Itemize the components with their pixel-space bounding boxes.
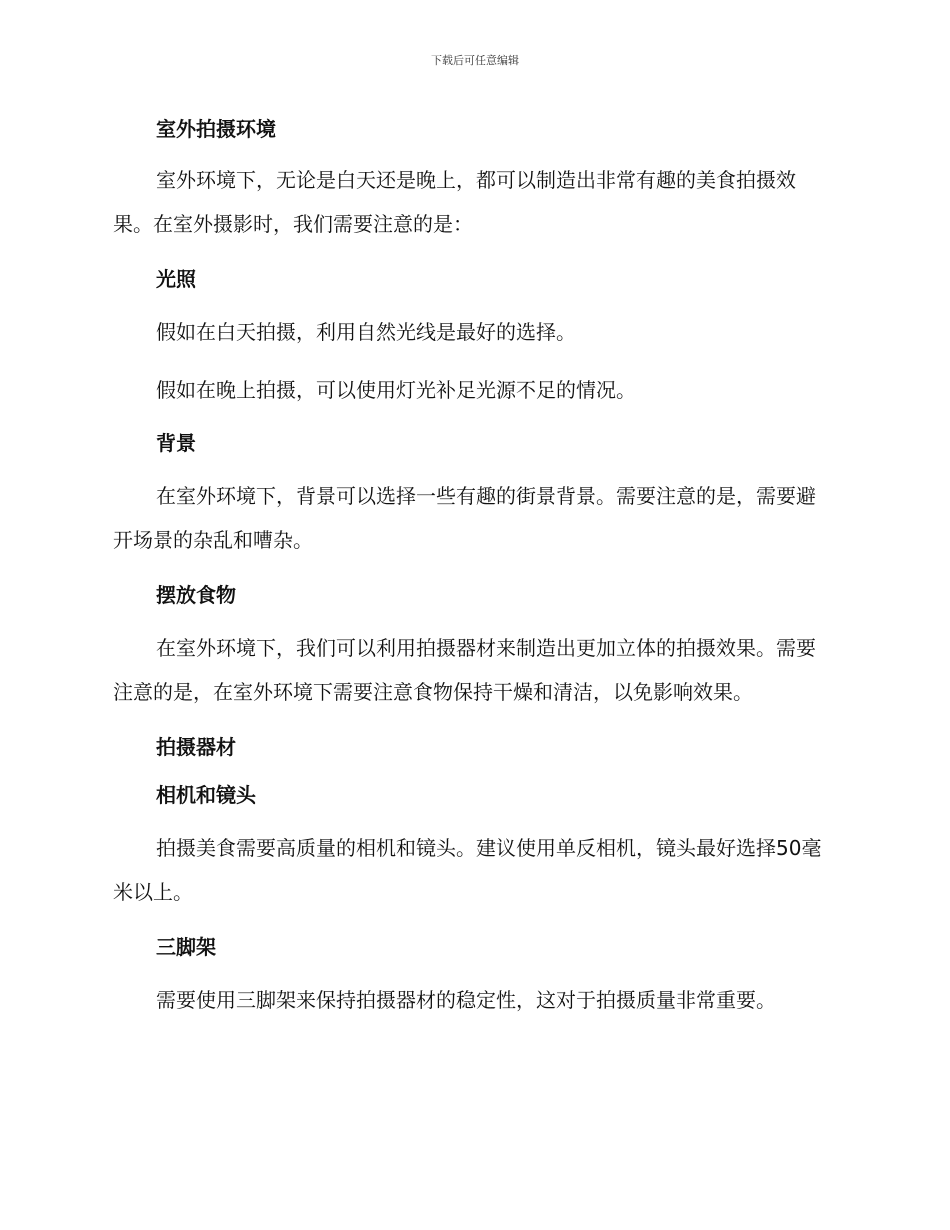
paragraph-camera-lens: 拍摄美食需要高质量的相机和镜头。建议使用单反相机，镜头最好选择50毫米以上。 bbox=[113, 836, 822, 904]
document-body bbox=[113, 112, 833, 1022]
page-header: 下载后可任意编辑 bbox=[431, 54, 519, 67]
paragraph-food-placement: 在室外环境下，我们可以利用拍摄器材来制造出更加立体的拍摄效果。需要注意的是，在室外环境下需要注意食物保持干燥和清洁，以免影响效果。 bbox=[113, 636, 816, 704]
paragraph-daytime: 假如在白天拍摄，利用自然光线是最好的选择。 bbox=[156, 320, 576, 344]
section-heading-equipment: 拍摄器材 bbox=[156, 735, 236, 759]
section-heading-outdoor: 室外拍摄环境 bbox=[156, 117, 276, 141]
section-heading-tripod: 三脚架 bbox=[156, 935, 216, 959]
paragraph-tripod: 需要使用三脚架来保持拍摄器材的稳定性，这对于拍摄质量非常重要。 bbox=[156, 988, 776, 1012]
section-heading-lighting: 光照 bbox=[156, 267, 196, 291]
section-heading-background: 背景 bbox=[156, 431, 196, 455]
paragraph-outdoor-intro: 室外环境下，无论是白天还是晚上，都可以制造出非常有趣的美食拍摄效果。在室外摄影时，我们需要注意的是： bbox=[113, 168, 796, 236]
paragraph-night: 假如在晚上拍摄，可以使用灯光补足光源不足的情况。 bbox=[156, 378, 636, 402]
section-heading-food-placement: 摆放食物 bbox=[156, 583, 236, 607]
section-heading-camera-lens: 相机和镜头 bbox=[156, 783, 256, 807]
paragraph-background: 在室外环境下，背景可以选择一些有趣的街景背景。需要注意的是，需要避开场景的杂乱和嘈杂。 bbox=[113, 484, 816, 552]
